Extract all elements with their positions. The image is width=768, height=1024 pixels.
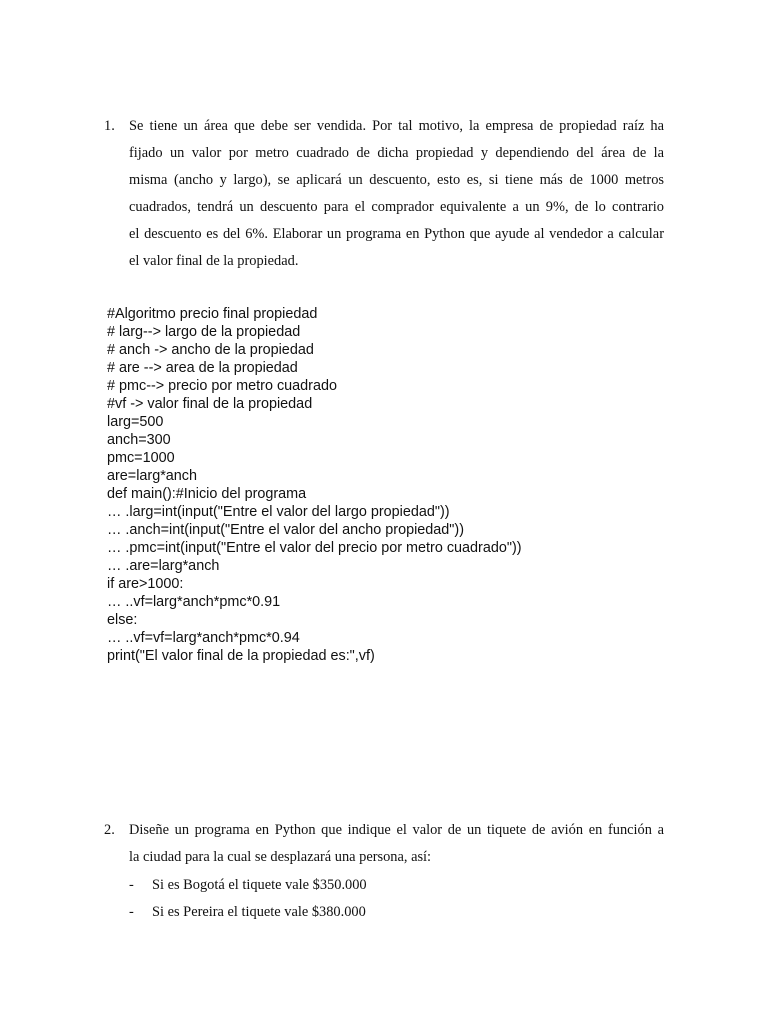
problem-1-line: Se tiene un área que debe ser vendida. Por tal motivo, la empresa de propiedad raíz ha: [129, 118, 664, 134]
problem-2-line: Diseñe un programa en Python que indique el valor de un tiquete de avión en función a: [129, 822, 664, 838]
code-line: #Algoritmo precio final propiedad: [107, 306, 318, 322]
problem-2-line: la ciudad para la cual se desplazará una persona, así:: [129, 849, 432, 865]
code-line: # larg--> largo de la propiedad: [107, 324, 301, 340]
code-line: … .larg=int(input("Entre el valor del largo propiedad")): [107, 504, 450, 520]
code-line: … .are=larg*anch: [107, 558, 220, 574]
code-line: print("El valor final de la propiedad es:",vf): [107, 648, 375, 664]
bullet-item: Si es Pereira el tiquete vale $380.000: [152, 904, 366, 920]
code-line: # pmc--> precio por metro cuadrado: [107, 378, 337, 394]
code-line: anch=300: [107, 432, 171, 448]
problem-1-line: el valor final de la propiedad.: [129, 253, 299, 269]
problem-1-line: el descuento es del 6%. Elaborar un programa en Python que ayude al vendedor a calcular: [129, 226, 664, 242]
problem-1-line: fijado un valor por metro cuadrado de dicha propiedad y dependiendo del área de la: [129, 145, 664, 161]
code-line: pmc=1000: [107, 450, 175, 466]
problem-1-number: 1.: [104, 118, 115, 134]
code-line: #vf -> valor final de la propiedad: [107, 396, 313, 412]
code-line: … .pmc=int(input("Entre el valor del precio por metro cuadrado")): [107, 540, 522, 556]
problem-1-line: misma (ancho y largo), se aplicará un descuento, esto es, si tiene más de 1000 metros: [129, 172, 664, 188]
problem-2-number: 2.: [104, 822, 115, 838]
problem-1-line: cuadrados, tendrá un descuento para el comprador equivalente a un 9%, de lo contrario: [129, 199, 664, 215]
code-line: … .anch=int(input("Entre el valor del ancho propiedad")): [107, 522, 464, 538]
code-line: if are>1000:: [107, 576, 184, 592]
code-line: … ..vf=larg*anch*pmc*0.91: [107, 594, 281, 610]
code-line: # anch -> ancho de la propiedad: [107, 342, 314, 358]
code-line: … ..vf=vf=larg*anch*pmc*0.94: [107, 630, 300, 646]
bullet-item: Si es Bogotá el tiquete vale $350.000: [152, 877, 367, 893]
bullet-marker: -: [129, 877, 134, 893]
code-line: are=larg*anch: [107, 468, 198, 484]
code-line: larg=500: [107, 414, 164, 430]
code-line: # are --> area de la propiedad: [107, 360, 298, 376]
code-line: def main():#Inicio del programa: [107, 486, 307, 502]
bullet-marker: -: [129, 904, 134, 920]
code-line: else:: [107, 612, 138, 628]
